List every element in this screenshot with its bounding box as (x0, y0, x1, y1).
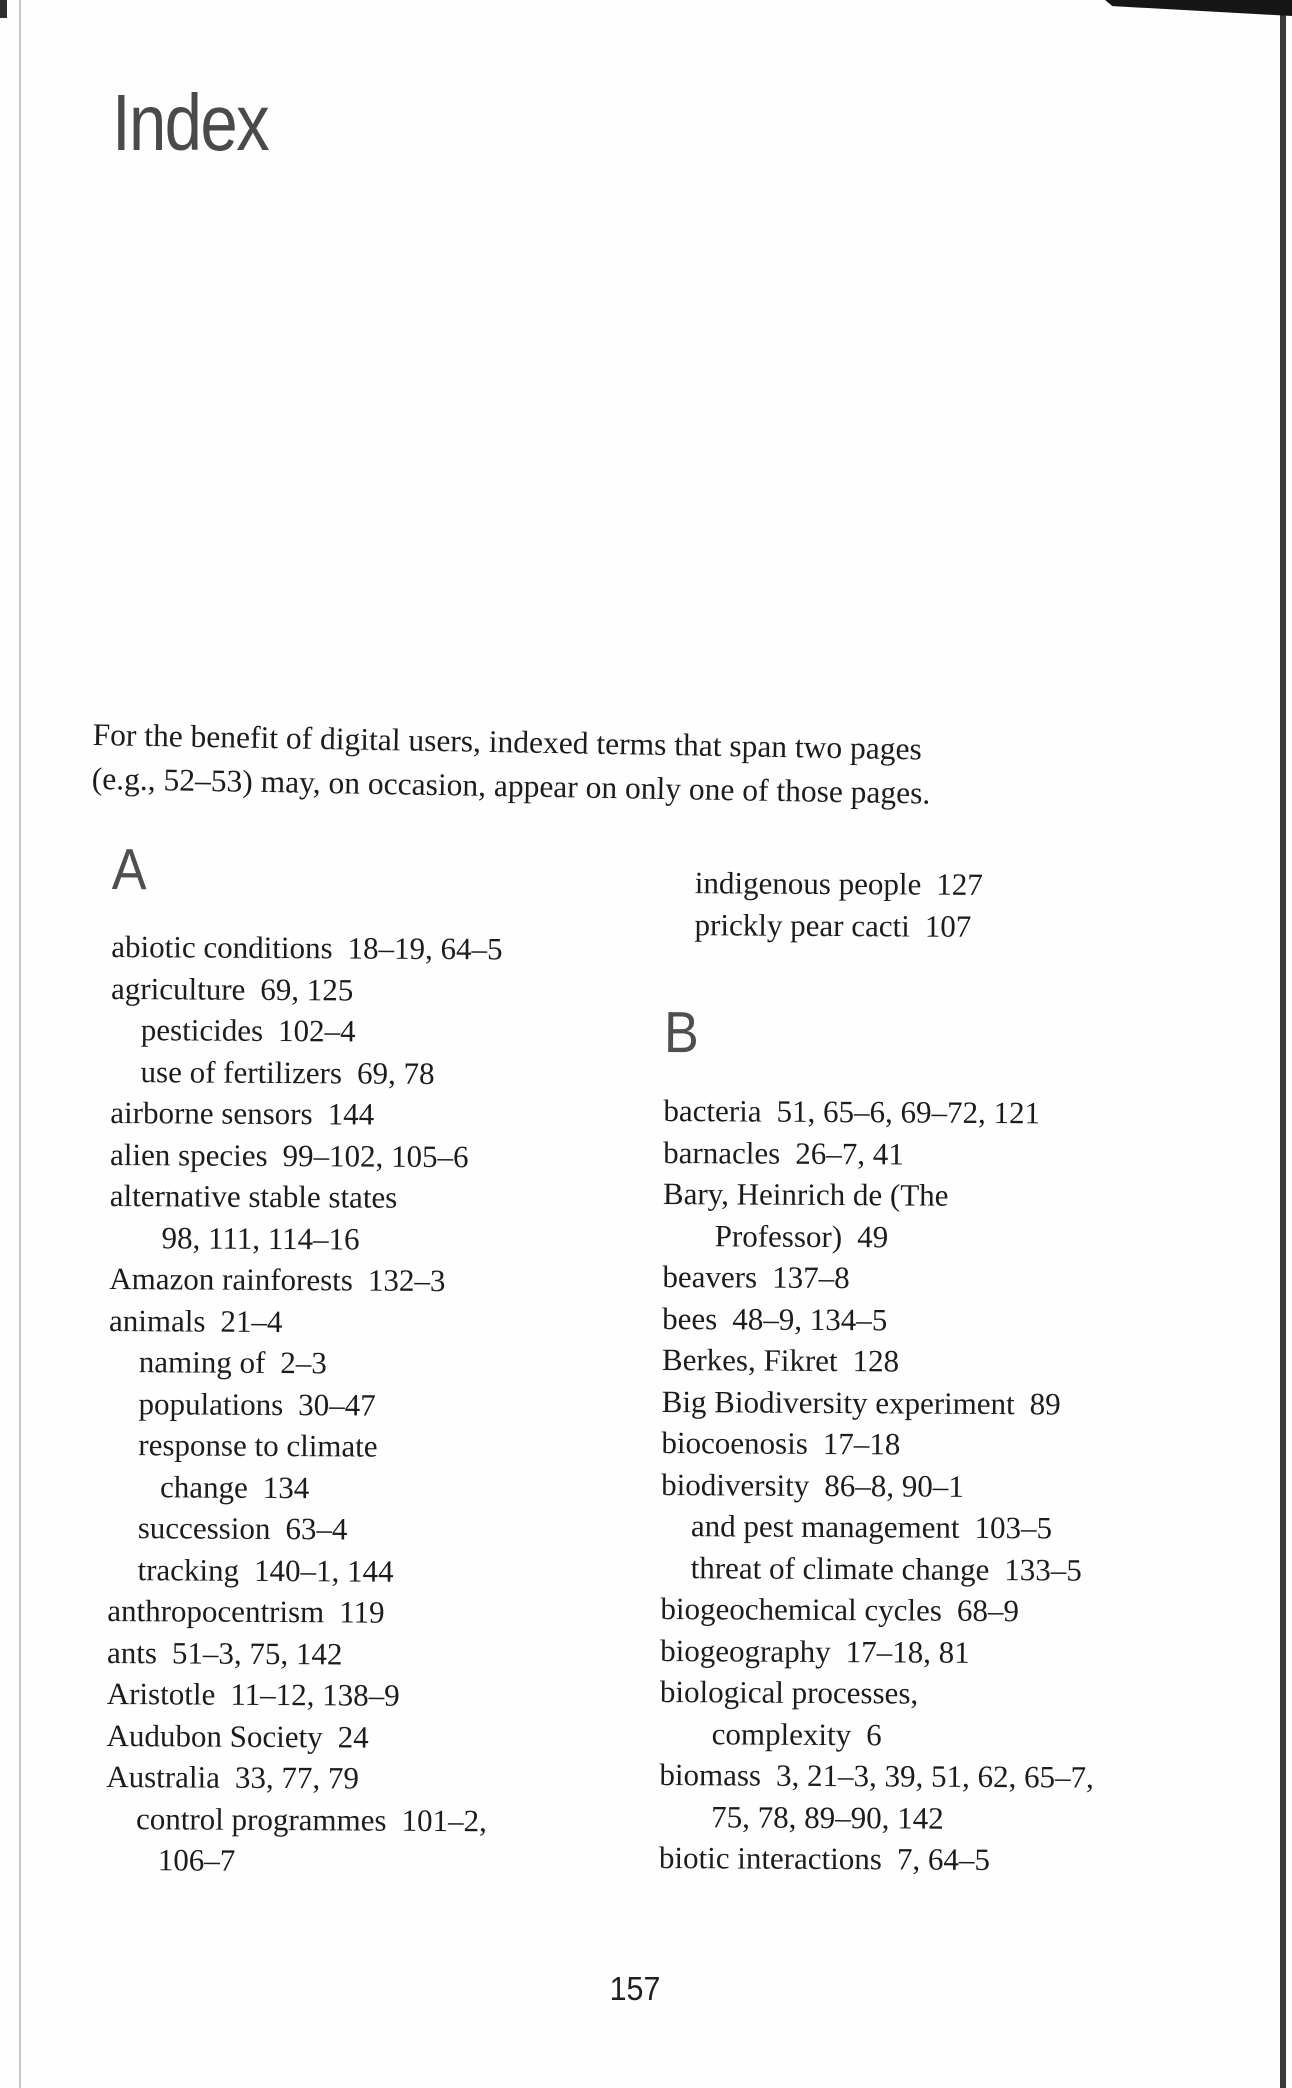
index-entry-line (109, 1258, 629, 1303)
entry-pages: 137–8 (772, 1259, 850, 1296)
entry-term: barnacles (663, 1134, 781, 1171)
index-entry-line (691, 1547, 1261, 1592)
index-entry-line (137, 1549, 627, 1593)
index-entry-line (660, 1671, 1260, 1716)
index-entry-line (107, 1590, 627, 1635)
index-entry-line (712, 1713, 1260, 1758)
index-entry-line (663, 1173, 1263, 1218)
entry-term: anthropocentrism (107, 1592, 325, 1630)
index-entry-line (110, 1092, 630, 1137)
index-entry-line (661, 1422, 1261, 1467)
section-heading-a: A (111, 837, 147, 903)
entry-term: use of fertilizers (140, 1053, 343, 1090)
page-title: Index (112, 78, 268, 167)
entry-pages: 133–5 (1004, 1551, 1082, 1588)
entry-pages: 69, 78 (356, 1055, 435, 1091)
entry-pages: 21–4 (220, 1303, 283, 1339)
index-entry-line (711, 1796, 1259, 1841)
entry-pages: 89 (1029, 1385, 1061, 1421)
index-entry-line (106, 1756, 626, 1801)
entry-pages: 144 (327, 1096, 375, 1132)
index-entry-line (138, 1507, 628, 1551)
entry-term: abiotic conditions (111, 928, 333, 966)
entry-pages: 17–18, 81 (845, 1633, 970, 1670)
entry-pages: 140–1, 144 (254, 1552, 394, 1589)
index-entry-line (106, 1714, 626, 1759)
index-entry-line (662, 1339, 1262, 1384)
index-entry-line (139, 1341, 629, 1385)
index-entry-line (110, 1175, 630, 1220)
entry-term: alternative stable states (109, 1177, 398, 1215)
index-entry-line (107, 1631, 627, 1676)
scan-left-edge-line (19, 0, 21, 2088)
note-line-2: (e.g., 52–53) may, on occasion, appear on only one of those pages. (91, 760, 931, 811)
entry-list-a (106, 926, 632, 1884)
index-entry-line (111, 926, 631, 971)
entry-pages: 11–12, 138–9 (230, 1676, 400, 1713)
index-entry-line (140, 1051, 630, 1095)
entry-term: Amazon rainforests (109, 1260, 354, 1298)
scan-right-edge-bar (1280, 0, 1286, 2088)
entry-pages: 63–4 (285, 1511, 348, 1547)
index-entry-line (138, 1383, 628, 1427)
scan-top-left-mark (0, 0, 7, 18)
entry-term: pesticides (140, 1012, 264, 1048)
entry-pages: 7, 64–5 (896, 1841, 990, 1878)
entry-term: and pest management (690, 1508, 960, 1545)
entry-pages: 2–3 (280, 1345, 327, 1381)
entry-term: bees (662, 1300, 718, 1336)
index-entry-line (694, 904, 1264, 949)
entry-pages: 26–7, 41 (795, 1135, 904, 1171)
entry-list-b (659, 1090, 1264, 1882)
entry-term: Audubon Society (106, 1717, 323, 1754)
index-column-right (659, 862, 1265, 1882)
entry-term: alien species (109, 1136, 268, 1173)
entry-pages: 69, 125 (260, 971, 354, 1007)
section-heading-b: B (663, 999, 699, 1066)
index-entry-line (107, 1673, 627, 1718)
entry-pages: 75, 78, 89–90, 142 (711, 1798, 944, 1836)
entry-term: bacteria (663, 1092, 762, 1129)
index-entry-line (158, 1839, 626, 1883)
entry-term: biological processes, (659, 1673, 919, 1711)
page-number: 157 (609, 1970, 661, 2007)
scan-top-right-mark (1105, 0, 1292, 16)
entry-pages: 18–19, 64–5 (347, 930, 503, 967)
entry-pages: 98, 111, 114–16 (161, 1219, 360, 1257)
entry-term: beavers (662, 1258, 758, 1295)
entry-pages: 134 (262, 1469, 310, 1505)
entry-pages: 86–8, 90–1 (824, 1467, 964, 1504)
index-column-left (106, 837, 632, 1884)
entry-pages: 127 (936, 866, 983, 902)
index-entry-line (660, 1588, 1260, 1633)
entry-term: biotic interactions (658, 1839, 882, 1877)
index-entry-line (110, 1133, 630, 1178)
index-entry-line (109, 1299, 629, 1344)
index-entry-line (660, 1629, 1260, 1674)
entry-term: Bary, Heinrich de (The (662, 1175, 949, 1213)
index-entry-line (691, 1505, 1261, 1550)
index-entry-line (160, 1466, 628, 1510)
carryover-entry-list (664, 862, 1264, 949)
index-entry-line (715, 1215, 1263, 1260)
entry-term: biocoenosis (661, 1424, 808, 1461)
entry-term: ants (106, 1634, 158, 1670)
index-entry-line (161, 1217, 629, 1261)
entry-term: Aristotle (106, 1675, 216, 1712)
entry-term: complexity (711, 1715, 852, 1752)
entry-term: naming of (138, 1344, 266, 1380)
entry-pages: 17–18 (822, 1425, 901, 1462)
entry-pages: 33, 77, 79 (234, 1759, 360, 1796)
note-line-1: For the benefit of digital users, indexed terms that span two pages (92, 716, 923, 767)
entry-pages: 107 (924, 908, 972, 944)
index-entry-line (111, 967, 631, 1012)
entry-pages: 102–4 (277, 1013, 356, 1049)
entry-pages: 68–9 (956, 1592, 1019, 1629)
entry-term: biogeochemical cycles (660, 1590, 942, 1628)
entry-term: prickly pear cacti (694, 906, 910, 943)
entry-term: animals (108, 1302, 206, 1339)
entry-term: tracking (137, 1551, 240, 1588)
entry-term: Professor) (714, 1217, 843, 1254)
index-entry-line (663, 1131, 1263, 1176)
index-entry-line (661, 1463, 1261, 1508)
entry-pages: 48–9, 134–5 (732, 1300, 888, 1337)
entry-pages: 51–3, 75, 142 (171, 1634, 343, 1671)
entry-term: control programmes (135, 1800, 387, 1838)
entry-term: Berkes, Fikret (661, 1341, 838, 1379)
index-entry-line (662, 1380, 1262, 1425)
index-entry-line (662, 1256, 1262, 1301)
entry-term: Big Biodiversity experiment (661, 1383, 1015, 1421)
entry-term: succession (137, 1510, 271, 1546)
entry-term: indigenous people (694, 865, 922, 902)
entry-pages: 30–47 (298, 1386, 376, 1423)
entry-term: populations (138, 1385, 284, 1422)
index-entry-line (141, 1009, 631, 1053)
entry-term: biomass (659, 1756, 762, 1793)
entry-term: agriculture (110, 970, 246, 1007)
entry-term: Australia (106, 1758, 221, 1795)
entry-pages: 6 (866, 1716, 882, 1752)
index-entry-line (138, 1424, 628, 1468)
entry-pages: 24 (337, 1718, 369, 1755)
entry-term: threat of climate change (690, 1549, 990, 1587)
index-entry-line (659, 1837, 1259, 1882)
index-entry-line (659, 1754, 1259, 1799)
entry-pages: 119 (339, 1594, 385, 1630)
entry-pages: 49 (857, 1218, 889, 1254)
intro-note (91, 713, 1082, 818)
entry-pages: 3, 21–3, 39, 51, 62, 65–7, (775, 1757, 1094, 1795)
entry-pages: 103–5 (974, 1509, 1053, 1546)
index-entry-line (695, 862, 1265, 907)
index-entry-line (663, 1090, 1263, 1135)
entry-term: change (159, 1468, 248, 1505)
entry-term: biodiversity (661, 1466, 810, 1503)
entry-pages: 51, 65–6, 69–72, 121 (776, 1093, 1041, 1131)
entry-term: biogeography (660, 1632, 831, 1669)
entry-term: airborne sensors (110, 1094, 313, 1132)
entry-pages: 101–2, (401, 1802, 487, 1838)
entry-pages: 128 (852, 1343, 900, 1379)
entry-pages: 99–102, 105–6 (282, 1137, 469, 1174)
index-entry-line (136, 1798, 626, 1842)
entry-pages: 132–3 (367, 1262, 446, 1299)
entry-term: response to climate (138, 1427, 378, 1464)
entry-pages: 106–7 (157, 1842, 236, 1878)
index-entry-line (662, 1297, 1262, 1342)
